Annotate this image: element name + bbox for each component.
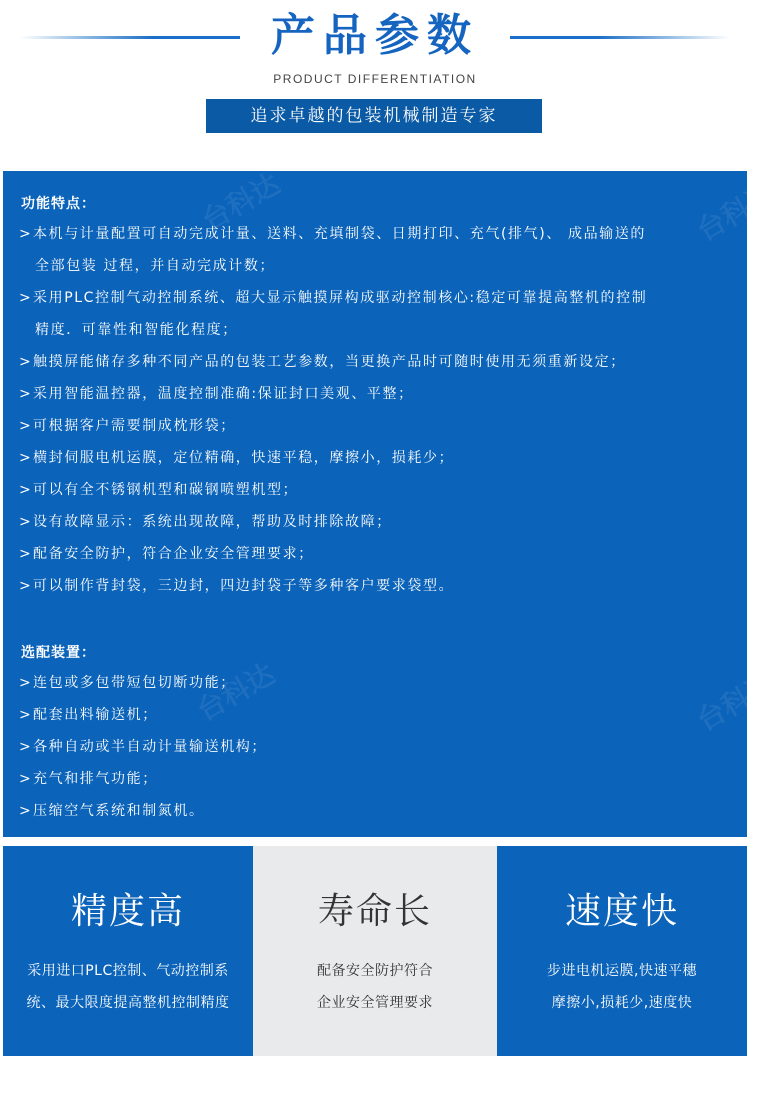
list-item: >配备安全防护，符合企业安全管理要求； — [19, 546, 314, 562]
arrow-icon: > — [19, 675, 33, 691]
arrow-icon: > — [19, 771, 33, 787]
arrow-icon: > — [19, 514, 33, 530]
header-divider-right — [510, 36, 730, 39]
list-item-continuation: 全部包装 过程，并自动完成计数； — [35, 258, 276, 274]
list-item: >可以制作背封袋，三边封，四边封袋子等多种客户要求袋型。 — [19, 578, 455, 594]
feature-description: 统、最大限度提高整机控制精度 — [26, 995, 230, 1011]
feature-description: 摩擦小,损耗少,速度快 — [551, 995, 693, 1011]
list-item: >采用智能温控器，温度控制准确:保证封口美观、平整； — [19, 386, 414, 402]
arrow-icon: > — [19, 578, 33, 594]
spec-panel — [3, 167, 781, 837]
watermark: 台科达 — [191, 657, 281, 728]
feature-card-lifespan — [253, 846, 497, 1056]
list-item: >本机与计量配置可自动完成计量、送料、充填制袋、日期打印、充气(排气)、 成品输送的 — [19, 226, 646, 242]
arrow-icon: > — [19, 450, 33, 466]
slogan-banner: 追求卓越的包装机械制造专家 — [206, 99, 542, 133]
list-item: >横封伺服电机运膜，定位精确，快速平稳，摩擦小，损耗少； — [19, 450, 455, 466]
page-header — [0, 0, 750, 150]
list-item: >采用PLC控制气动控制系统、超大显示触摸屏构成驱动控制核心:稳定可靠提高整机的控制 — [19, 290, 648, 306]
feature-description: 采用进口PLC控制、气动控制系 — [27, 963, 229, 979]
feature-description: 步进电机运膜,快速平穗 — [547, 963, 697, 979]
arrow-icon: > — [19, 707, 33, 723]
arrow-icon: > — [19, 290, 33, 306]
arrow-icon: > — [19, 386, 33, 402]
list-item: >连包或多包带短包切断功能； — [19, 675, 236, 691]
arrow-icon: > — [19, 354, 33, 370]
list-item: >设有故障显示：系统出现故障，帮助及时排除故障； — [19, 514, 392, 530]
arrow-icon: > — [19, 739, 33, 755]
list-item: >触摸屏能储存多种不同产品的包装工艺参数，当更换产品时可随时使用无须重新设定； — [19, 354, 626, 370]
features-heading: 功能特点： — [21, 196, 96, 212]
list-item: >可以有全不锈钢机型和碳钢喷塑机型； — [19, 482, 299, 498]
list-item: >压缩空气系统和制氮机。 — [19, 803, 205, 819]
watermark: 台科达 — [691, 667, 781, 738]
arrow-icon: > — [19, 482, 33, 498]
feature-title: 精度高 — [70, 891, 185, 932]
list-item: >各种自动或半自动计量输送机构； — [19, 739, 267, 755]
arrow-icon: > — [19, 803, 33, 819]
watermark: 台科达 — [691, 177, 781, 248]
options-heading: 选配装置： — [21, 645, 96, 661]
page-subtitle: PRODUCT DIFFERENTIATION — [273, 72, 477, 86]
feature-description: 配备安全防护符合 — [317, 963, 433, 979]
feature-card-precision — [3, 846, 253, 1056]
feature-description: 企业安全管理要求 — [317, 995, 433, 1011]
list-item: >充气和排气功能； — [19, 771, 158, 787]
list-item: >可根据客户需要制成枕形袋； — [19, 418, 236, 434]
feature-title: 寿命长 — [317, 891, 432, 932]
arrow-icon: > — [19, 418, 33, 434]
feature-card-speed — [497, 846, 747, 1056]
watermark: 台科达 — [196, 167, 286, 238]
list-item-continuation: 精度．可靠性和智能化程度； — [35, 322, 238, 338]
list-item: >配套出料输送机； — [19, 707, 158, 723]
arrow-icon: > — [19, 226, 33, 242]
feature-title: 速度快 — [564, 891, 679, 932]
page-title: 产品参数 — [271, 10, 479, 61]
arrow-icon: > — [19, 546, 33, 562]
